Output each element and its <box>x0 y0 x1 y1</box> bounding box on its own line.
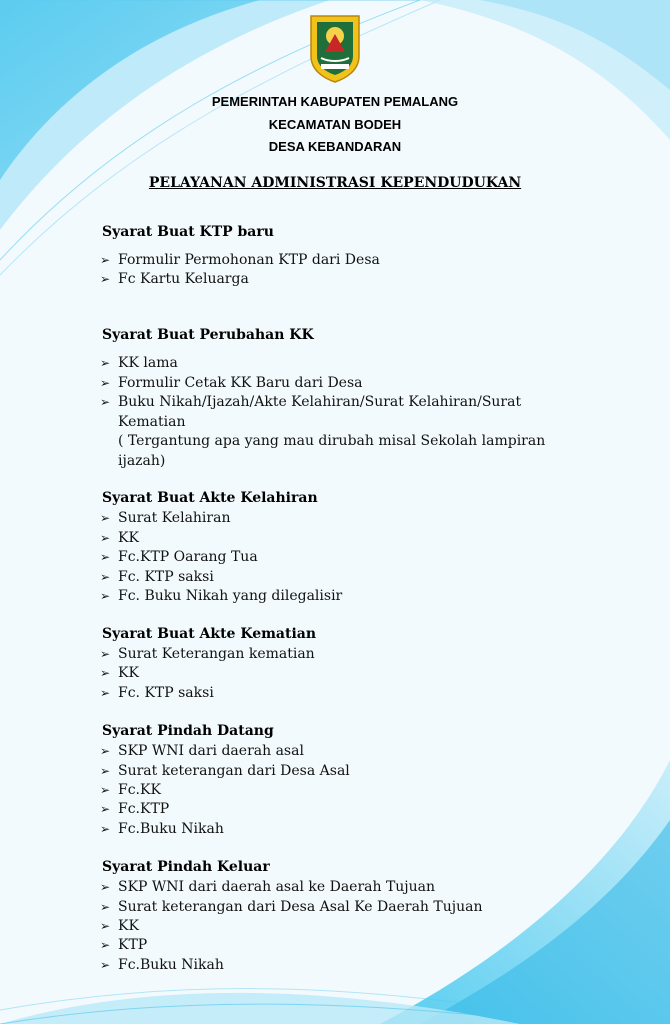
section-heading-birth: Syarat Buat Akte Kelahiran <box>102 490 318 506</box>
section-note-kk: ( Tergantung apa yang mau dirubah misal Sekolah lampiran ijazah) <box>118 433 546 469</box>
arrow-bullet-icon: ➢ <box>100 880 111 894</box>
arrow-bullet-icon: ➢ <box>100 511 111 525</box>
list-item: ➢ Surat Kelahiran <box>100 509 590 529</box>
arrow-bullet-icon: ➢ <box>100 783 111 797</box>
arrow-bullet-icon: ➢ <box>100 376 111 390</box>
arrow-bullet-icon: ➢ <box>100 356 111 370</box>
list-item: ➢ Surat keterangan dari Desa Asal <box>100 762 590 782</box>
arrow-bullet-icon: ➢ <box>100 938 111 952</box>
list-item: ➢ KK <box>100 664 590 684</box>
pemalang-regency-emblem <box>307 12 363 84</box>
arrow-bullet-icon: ➢ <box>100 253 111 267</box>
arrow-bullet-icon: ➢ <box>100 589 111 603</box>
list-item: ➢ KK lama <box>100 354 590 374</box>
list-item: ➢ Fc.KTP Oarang Tua <box>100 548 590 568</box>
section-heading-kk: Syarat Buat Perubahan KK <box>102 327 314 343</box>
arrow-bullet-icon: ➢ <box>100 900 111 914</box>
arrow-bullet-icon: ➢ <box>100 395 111 409</box>
list-item: ➢ Fc.KTP <box>100 800 590 820</box>
arrow-bullet-icon: ➢ <box>100 550 111 564</box>
arrow-bullet-icon: ➢ <box>100 531 111 545</box>
page-title: PELAYANAN ADMINISTRASI KEPENDUDUKAN <box>148 175 522 191</box>
arrow-bullet-icon: ➢ <box>100 802 111 816</box>
list-item: ➢ Surat Keterangan kematian <box>100 645 590 665</box>
arrow-bullet-icon: ➢ <box>100 958 111 972</box>
list-item: ➢ Fc.KK <box>100 781 590 801</box>
list-item: ➢ KK <box>100 529 590 549</box>
list-item: ➢ Fc.Buku Nikah <box>100 820 590 840</box>
arrow-bullet-icon: ➢ <box>100 666 111 680</box>
section-heading-ktp: Syarat Buat KTP baru <box>102 224 274 240</box>
list-item: ➢ Fc.Buku Nikah <box>100 956 590 976</box>
section-heading-move-out: Syarat Pindah Keluar <box>102 859 270 875</box>
header-regency: PEMERINTAH KABUPATEN PEMALANG <box>211 94 459 109</box>
list-item: ➢ SKP WNI dari daerah asal ke Daerah Tujuan <box>100 878 590 898</box>
section-heading-move-in: Syarat Pindah Datang <box>102 723 274 739</box>
list-item: ➢ Formulir Cetak KK Baru dari Desa <box>100 374 590 394</box>
arrow-bullet-icon: ➢ <box>100 919 111 933</box>
header-district: KECAMATAN BODEH <box>268 117 402 132</box>
list-item: ➢ Surat keterangan dari Desa Asal Ke Daerah Tujuan <box>100 898 590 918</box>
list-item: ➢ KTP <box>100 936 590 956</box>
list-item: ➢ Buku Nikah/Ijazah/Akte Kelahiran/Surat Kelahiran/Surat Kematian <box>100 394 522 430</box>
arrow-bullet-icon: ➢ <box>100 686 111 700</box>
arrow-bullet-icon: ➢ <box>100 647 111 661</box>
arrow-bullet-icon: ➢ <box>100 744 111 758</box>
section-heading-death: Syarat Buat Akte Kematian <box>102 626 317 642</box>
arrow-bullet-icon: ➢ <box>100 570 111 584</box>
list-item: ➢ KK <box>100 917 590 937</box>
list-item: ➢ Fc. KTP saksi <box>100 568 590 588</box>
list-item: ➢ SKP WNI dari daerah asal <box>100 742 590 762</box>
arrow-bullet-icon: ➢ <box>100 272 111 286</box>
arrow-bullet-icon: ➢ <box>100 764 111 778</box>
list-item: ➢ Fc. KTP saksi <box>100 684 590 704</box>
list-item: ➢ Fc Kartu Keluarga <box>100 270 590 290</box>
header-village: DESA KEBANDARAN <box>268 139 402 154</box>
arrow-bullet-icon: ➢ <box>100 822 111 836</box>
list-item: ➢ Fc. Buku Nikah yang dilegalisir <box>100 587 590 607</box>
list-item: ➢ Formulir Permohonan KTP dari Desa <box>100 251 590 271</box>
